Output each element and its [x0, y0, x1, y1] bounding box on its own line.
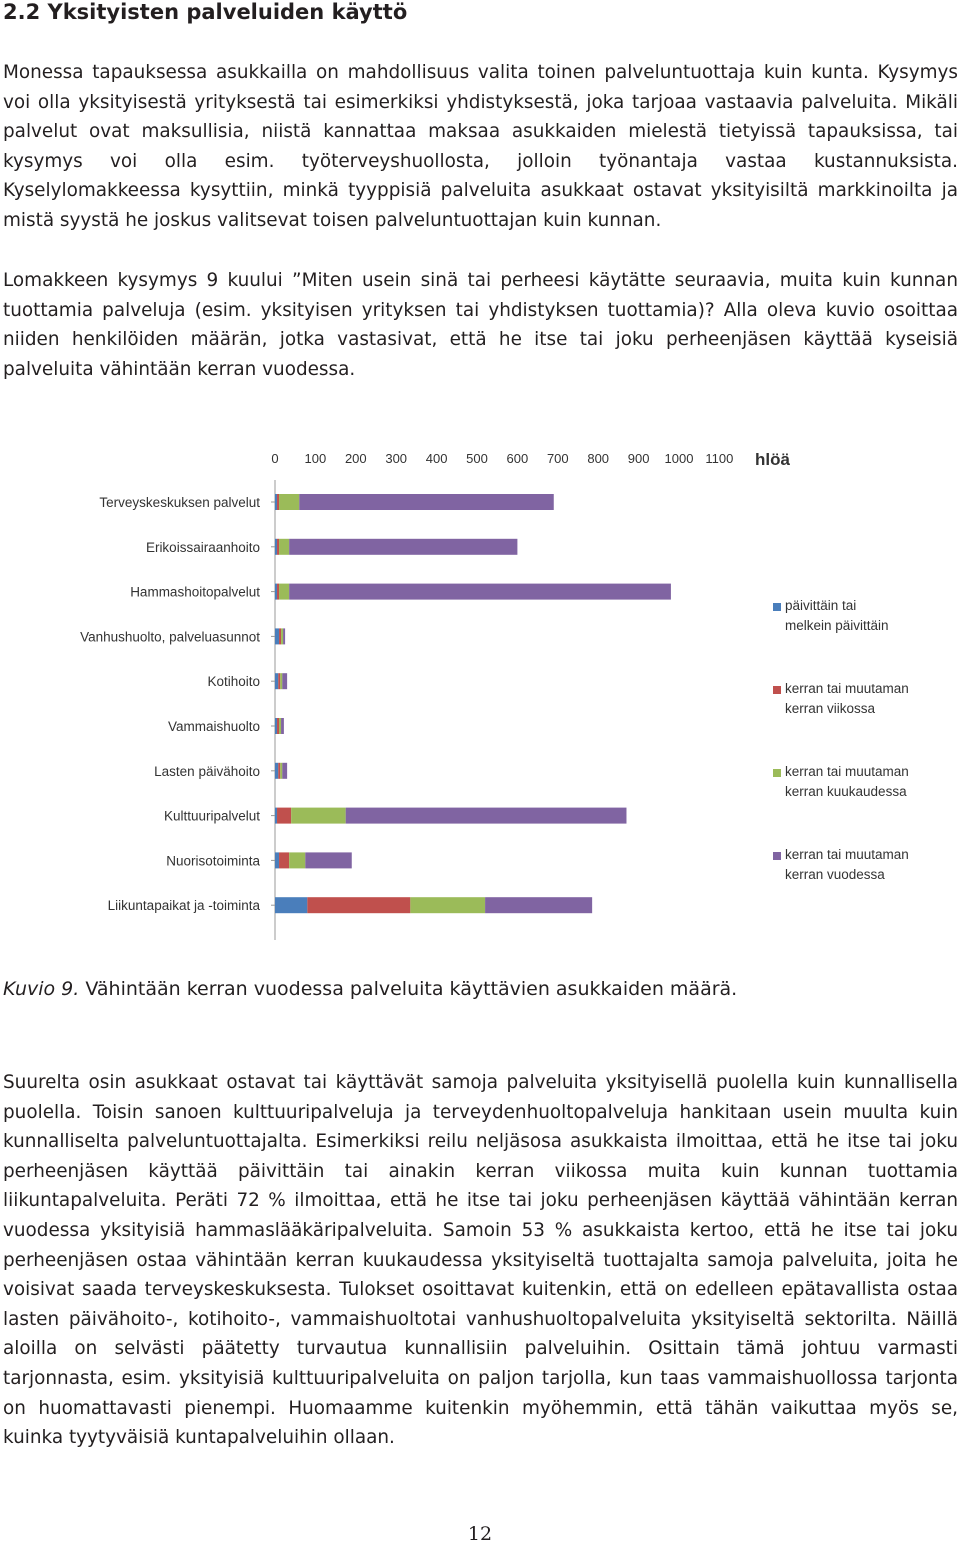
category-label: Liikuntapaikat ja -toiminta	[107, 898, 260, 914]
chart-svg	[45, 440, 945, 940]
category-label: Hammashoitopalvelut	[130, 584, 260, 600]
unit-label: hlöä	[755, 450, 790, 469]
caption-text: Vähintään kerran vuodessa palveluita käyttävien asukkaiden määrä.	[85, 978, 738, 1000]
x-tick-label: 800	[587, 451, 610, 466]
bar-segment-series-3	[279, 718, 281, 734]
bar-segment-series-4	[289, 584, 671, 600]
paragraph-results: Suurelta osin asukkaat ostavat tai käyttävät samoja palveluita yksityisellä puolella kuin kunnallisella puolella. Toisin sanoen kulttuuripalveluja ja terveydenhuoltopalveluja hankitaan usein muulta kuin kunnalliselta palveluntuottajalta. Esimerkiksi reilu neljäsosa asukkaista ilmoittaa, että he itse tai joku perheenjäsen käyttää päivittäin tai ainakin kerran viikossa muita kuin kunnan tuottamia liikuntapalveluita. Peräti 72 % ilmoittaa, että he itse tai joku perheenjäsen käyttää vähintään kerran vuodessa yksityisiä hammaslääkäripalveluita. Samoin 53 % asukkaista kertoo, että he itse tai joku perheenjäsen ostaa vähintään kerran kuukaudessa yksityiseltä tuottajalta samoja palveluita, joita he voisivat saada terveyskeskuksesta. Tulokset osoittavat kuitenkin, että on edelleen epätavallista ostaa lasten päivähoito-, kotihoito-, vammaishuoltotai vanhushuoltopalveluita yksityiseltä sektorilta. Näillä aloilla on selvästi päätetty turvautua kunnallisiin palveluihin. Osittain tämä johtuu varmasti tarjonnasta, esim. yksityisiä kulttuuripalveluita on paljon tarjolla, kun taas vammaishuollossa tarjonta on huomattavasti pienempi. Huomaamme kuitenkin myöhemmin, että tähän vaikuttaa myös se, kuinka tyytyväisiä kuntapalveluihin ollaan.	[3, 1072, 958, 1449]
legend-label-4: kerran tai muutaman kerran vuodessa	[785, 847, 909, 882]
bar-segment-series-4	[281, 718, 284, 734]
x-tick-label: 300	[385, 451, 408, 466]
bar-segment-series-2	[277, 539, 279, 555]
category-label: Kulttuuripalvelut	[163, 808, 260, 824]
x-tick-label: 1100	[705, 451, 734, 466]
x-tick-label: 200	[344, 451, 367, 466]
bar-segment-series-4	[289, 539, 517, 555]
figure-caption	[3, 978, 737, 1000]
bar-segment-series-2	[278, 763, 280, 779]
page-number: 12	[467, 1523, 493, 1545]
bar-segment-series-3	[289, 852, 305, 868]
legend-swatch-3	[773, 769, 781, 777]
category-label: Erikoissairaanhoito	[145, 539, 260, 555]
legend-swatch-4	[773, 852, 781, 860]
bar-segment-series-2	[277, 808, 291, 824]
caption-label: Kuvio 9.	[3, 978, 80, 1000]
x-tick-label: 600	[506, 451, 529, 466]
bar-segment-series-1	[275, 494, 277, 510]
bar-segment-series-2	[279, 628, 281, 644]
category-label: Vammaishuolto	[167, 719, 260, 734]
bar-segment-series-2	[278, 673, 280, 689]
bar-segment-series-1	[275, 808, 277, 824]
bar-segment-series-4	[299, 494, 554, 510]
bar-segment-series-3	[279, 494, 299, 510]
bar-segment-series-1	[275, 852, 279, 868]
bar-segment-series-2	[277, 494, 279, 510]
legend-label-2: kerran tai muutaman kerran viikossa	[785, 681, 909, 716]
x-tick-label: 0	[271, 451, 279, 466]
bar-segment-series-2	[279, 852, 289, 868]
legend-label-1: päivittäin tai melkein päivittäin	[785, 598, 889, 633]
stacked-bar-chart	[45, 440, 945, 940]
bar-segment-series-3	[291, 808, 346, 824]
category-label: Lasten päivähoito	[154, 763, 260, 779]
category-label: Kotihoito	[207, 674, 260, 690]
paragraph-intro: Monessa tapauksessa asukkailla on mahdollisuus valita toinen palveluntuottaja kuin kunta. Kysymys voi olla yksityisestä yrityksestä tai esimerkiksi yhdistyksestä, joka tarjoaa vastaavia palveluita. Mikäli palvelut ovat maksullisia, niistä kannattaa maksaa asukkaiden mielestä tietyissä tapauksissa, tai kysymys voi olla esim. työterveyshuollosta, jolloin työnantaja vastaa kustannuksista. Kyselylomakkeessa kysyttiin, minkä tyyppisiä palveluita asukkaat ostavat yksityisiltä markkinoilta ja mistä syystä he joskus valitsevat toisen palveluntuottajan kuin kunnan.	[3, 62, 958, 231]
bar-segment-series-4	[485, 897, 592, 913]
bar-segment-series-1	[275, 539, 277, 555]
category-label: Terveyskeskuksen palvelut	[99, 495, 260, 510]
bar-segment-series-1	[275, 673, 278, 689]
category-label: Vanhushuolto, palveluasunnot	[80, 629, 260, 645]
x-tick-label: 700	[546, 451, 569, 466]
bar-segment-series-2	[277, 584, 279, 600]
legend-swatch-2	[773, 686, 781, 694]
bar-segment-series-3	[279, 584, 289, 600]
bar-segment-series-1	[275, 718, 277, 734]
bar-segment-series-3	[281, 628, 283, 644]
bar-segment-series-1	[275, 628, 279, 644]
bar-segment-series-4	[305, 852, 351, 868]
bar-segment-series-4	[283, 628, 285, 644]
x-tick-label: 1000	[664, 451, 694, 466]
bar-segment-series-1	[275, 584, 277, 600]
bar-segment-series-4	[346, 808, 627, 824]
paragraph-question: Lomakkeen kysymys 9 kuului ”Miten usein sinä tai perheesi käytätte seuraavia, muita kuin kunnan tuottamia palveluja (esim. yksityisen yrityksen tai yhdistyksen tuottamia)? Alla oleva kuvio osoittaa niiden henkilöiden määrän, jotka vastasivat, että he itse tai joku perheenjäsen käyttää kyseisiä palveluita vähintään kerran vuodessa.	[3, 270, 958, 380]
bar-segment-series-4	[282, 763, 287, 779]
category-label: Nuorisotoiminta	[166, 853, 260, 869]
bar-segment-series-1	[275, 763, 278, 779]
legend-label-3: kerran tai muutaman kerran kuukaudessa	[785, 764, 909, 799]
legend-swatch-1	[773, 603, 781, 611]
bar-segment-series-2	[307, 897, 410, 913]
x-tick-label: 900	[627, 451, 650, 466]
bar-segment-series-3	[279, 539, 289, 555]
bar-segment-series-1	[275, 897, 307, 913]
bar-segment-series-3	[410, 897, 485, 913]
x-tick-label: 400	[425, 451, 448, 466]
bar-segment-series-4	[282, 673, 287, 689]
section-heading: 2.2 Yksityisten palveluiden käyttö	[3, 0, 408, 24]
bar-segment-series-3	[280, 673, 282, 689]
bar-segment-series-3	[280, 763, 282, 779]
x-tick-label: 100	[304, 451, 327, 466]
x-tick-label: 500	[466, 451, 488, 466]
bar-segment-series-2	[277, 718, 279, 734]
